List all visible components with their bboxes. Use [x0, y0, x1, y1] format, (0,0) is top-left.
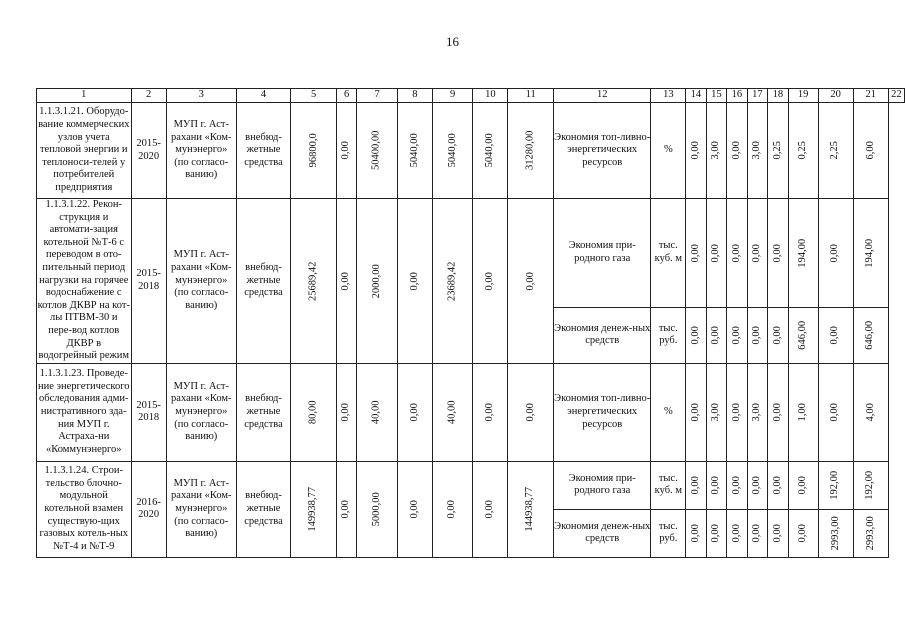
indicator-value-cell — [686, 461, 707, 509]
indicator-value: 0,00 — [751, 476, 763, 495]
indicator-unit-cell: % — [651, 103, 686, 199]
funding-value: 0,00 — [340, 271, 352, 291]
funding-value-cell — [357, 199, 397, 364]
funding-value: 25689,42 — [307, 261, 319, 301]
indicator-value: 0,00 — [771, 326, 783, 345]
table-row — [37, 461, 905, 509]
col-header: 5 — [291, 89, 337, 103]
funding-source-cell: внебюд-жетные средства — [236, 363, 290, 461]
funding-value: 5040,00 — [408, 133, 420, 168]
col-header: 16 — [727, 89, 748, 103]
indicator-value: 0,00 — [730, 524, 742, 543]
indicator-value-cell — [788, 308, 818, 364]
indicator-value: 3,00 — [751, 403, 763, 422]
indicator-value: 4,00 — [864, 403, 876, 422]
indicator-value: 0,00 — [751, 243, 763, 263]
indicator-value-cell — [768, 199, 789, 308]
indicator-unit-cell: тыс. куб. м — [651, 199, 686, 308]
indicator-value: 0,00 — [710, 524, 722, 543]
indicator-value: 0,00 — [689, 326, 701, 345]
indicator-value: 192,00 — [864, 470, 876, 500]
indicator-value-cell — [747, 509, 768, 557]
indicator-value: 1,00 — [796, 403, 808, 422]
funding-value-cell — [508, 461, 554, 557]
col-header: 11 — [508, 89, 554, 103]
col-header: 10 — [473, 89, 508, 103]
indicator-value-cell — [727, 308, 748, 364]
funding-value-cell — [432, 199, 472, 364]
indicator-value: 3,00 — [710, 403, 722, 422]
col-header: 8 — [397, 89, 432, 103]
indicator-value: 2993,00 — [829, 516, 841, 551]
funding-value: 23689,42 — [446, 261, 458, 301]
funding-value-cell — [473, 103, 508, 199]
indicator-value-cell — [747, 103, 768, 199]
funding-value: 40,00 — [446, 400, 458, 425]
indicator-value: 0,00 — [771, 403, 783, 422]
col-header: 17 — [747, 89, 768, 103]
measure-name-cell: 1.1.3.1.22. Рекон-струкция и автомати-зация котельной №Т-6 с переводом в ото-пительный период нагрузки на горячее водоснабжение с котлов ДКВР на кот-лы ПТВМ-30 и пере-вод котлов ДКВР в водогрейный режим — [37, 199, 132, 364]
indicator-unit-cell: % — [651, 363, 686, 461]
funding-value: 80,00 — [307, 400, 319, 425]
indicator-value: 0,00 — [730, 326, 742, 345]
indicator-value: 646,00 — [864, 320, 876, 350]
funding-value: 40,00 — [370, 400, 382, 425]
table-row — [37, 103, 905, 199]
indicator-value-cell — [727, 199, 748, 308]
col-header: 14 — [686, 89, 707, 103]
funding-value-cell — [291, 199, 337, 364]
indicator-value-cell — [818, 308, 853, 364]
funding-value: 2000,00 — [370, 263, 382, 298]
indicator-value: 0,00 — [730, 476, 742, 495]
indicator-value-cell — [768, 363, 789, 461]
indicator-value-cell — [768, 308, 789, 364]
funding-value: 0,00 — [408, 403, 420, 422]
indicator-value-cell — [706, 509, 727, 557]
funding-value-cell — [473, 363, 508, 461]
table-row — [37, 363, 905, 461]
funding-value: 0,00 — [524, 403, 536, 422]
header-row — [37, 89, 905, 103]
funding-value-cell — [508, 103, 554, 199]
indicator-label-cell: Экономия при-родного газа — [554, 461, 651, 509]
indicator-value-cell — [853, 103, 888, 199]
funding-value: 5040,00 — [446, 133, 458, 168]
indicator-value-cell — [706, 363, 727, 461]
indicator-label-cell: Экономия при-родного газа — [554, 199, 651, 308]
col-header: 20 — [818, 89, 853, 103]
indicator-value-cell — [686, 363, 707, 461]
indicator-value: 0,00 — [730, 243, 742, 263]
measure-name-cell: 1.1.3.1.21. Оборудо-вание коммерческих узлов учета тепловой энергии и теплоноси-телей у потребителей предприятия — [37, 103, 132, 199]
funding-value-cell — [291, 461, 337, 557]
indicator-value: 0,00 — [710, 326, 722, 345]
funding-value: 0,00 — [484, 500, 496, 519]
indicator-value-cell — [706, 199, 727, 308]
funding-value-cell — [473, 461, 508, 557]
funding-source-cell: внебюд-жетные средства — [236, 103, 290, 199]
funding-value-cell — [357, 461, 397, 557]
indicator-value: 0,00 — [710, 476, 722, 495]
indicator-value: 0,00 — [829, 243, 841, 263]
col-header: 12 — [554, 89, 651, 103]
measure-name-cell: 1.1.3.1.23. Проведе-ние энергетического обследования адми-нистративного зда-ния МУП г. Астраха-ни «Коммунэнерго» — [37, 363, 132, 461]
indicator-value-cell — [686, 509, 707, 557]
funding-value-cell — [357, 103, 397, 199]
funding-value: 0,00 — [484, 271, 496, 291]
col-header: 7 — [357, 89, 397, 103]
indicator-value: 0,00 — [689, 476, 701, 495]
col-header: 4 — [236, 89, 290, 103]
indicator-value: 6,00 — [864, 141, 876, 160]
col-header: 22 — [888, 89, 904, 103]
funding-value-cell — [432, 363, 472, 461]
indicator-value: 0,00 — [689, 243, 701, 263]
funding-value-cell — [397, 199, 432, 364]
indicator-label-cell: Экономия топ-ливно-энергетических ресурсов — [554, 363, 651, 461]
indicator-value: 0,00 — [829, 326, 841, 345]
indicator-value: 194,00 — [864, 238, 876, 268]
funding-value-cell — [432, 103, 472, 199]
indicator-value: 0,00 — [710, 243, 722, 263]
indicator-unit-cell: тыс. руб. — [651, 509, 686, 557]
funding-source-cell: внебюд-жетные средства — [236, 461, 290, 557]
executor-cell: МУП г. Аст-рахани «Ком-мунэнерго» (по согласо-ванию) — [166, 461, 236, 557]
indicator-value: 0,00 — [771, 524, 783, 543]
funding-value-cell — [291, 363, 337, 461]
indicator-label-cell: Экономия топ-ливно-энергетических ресурсов — [554, 103, 651, 199]
funding-value: 0,00 — [340, 403, 352, 422]
funding-value: 0,00 — [446, 500, 458, 519]
period-cell: 2016-2020 — [131, 461, 166, 557]
funding-value: 96800,0 — [307, 133, 319, 168]
indicator-value: 0,00 — [796, 524, 808, 543]
funding-value-cell — [357, 363, 397, 461]
period-cell: 2015-2018 — [131, 199, 166, 364]
table-row — [37, 199, 905, 308]
executor-cell: МУП г. Аст-рахани «Ком-мунэнерго» (по согласо-ванию) — [166, 199, 236, 364]
indicator-value: 3,00 — [710, 141, 722, 160]
indicator-value-cell — [686, 308, 707, 364]
funding-value-cell — [432, 461, 472, 557]
period-cell: 2015-2020 — [131, 103, 166, 199]
indicator-value: 0,00 — [796, 476, 808, 495]
executor-cell: МУП г. Аст-рахани «Ком-мунэнерго» (по согласо-ванию) — [166, 363, 236, 461]
measure-name-cell: 1.1.3.1.24. Строи-тельство блочно-модульной котельной взамен существую-щих газовых котель-ных №Т-4 и №Т-9 — [37, 461, 132, 557]
col-header: 19 — [788, 89, 818, 103]
funding-value-cell — [508, 199, 554, 364]
indicator-value-cell — [727, 509, 748, 557]
indicator-value-cell — [853, 509, 888, 557]
indicator-value: 0,00 — [829, 403, 841, 422]
col-header: 2 — [131, 89, 166, 103]
indicator-value: 0,00 — [771, 476, 783, 495]
indicator-value: 0,00 — [689, 141, 701, 160]
funding-value-cell — [336, 363, 357, 461]
indicator-value: 0,00 — [751, 524, 763, 543]
program-table — [36, 88, 905, 558]
indicator-value: 3,00 — [751, 141, 763, 160]
executor-cell: МУП г. Аст-рахани «Ком-мунэнерго» (по согласо-ванию) — [166, 103, 236, 199]
indicator-value-cell — [768, 509, 789, 557]
indicator-value-cell — [788, 509, 818, 557]
indicator-value-cell — [747, 363, 768, 461]
indicator-value: 0,00 — [689, 524, 701, 543]
funding-source-cell: внебюд-жетные средства — [236, 199, 290, 364]
indicator-value-cell — [853, 199, 888, 308]
indicator-value-cell — [706, 461, 727, 509]
indicator-value: 0,00 — [689, 403, 701, 422]
funding-value-cell — [397, 103, 432, 199]
indicator-value: 194,00 — [796, 238, 808, 268]
col-header: 6 — [336, 89, 357, 103]
col-header: 15 — [706, 89, 727, 103]
indicator-value-cell — [853, 363, 888, 461]
indicator-value-cell — [686, 103, 707, 199]
indicator-value-cell — [853, 308, 888, 364]
funding-value: 0,00 — [524, 271, 536, 291]
funding-value: 0,00 — [408, 500, 420, 519]
funding-value: 0,00 — [340, 141, 352, 160]
indicator-label-cell: Экономия денеж-ных средств — [554, 308, 651, 364]
funding-value-cell — [336, 199, 357, 364]
indicator-value: 0,25 — [771, 141, 783, 160]
indicator-value-cell — [706, 103, 727, 199]
funding-value: 50400,00 — [370, 130, 382, 171]
indicator-value-cell — [853, 461, 888, 509]
indicator-value-cell — [818, 199, 853, 308]
indicator-value: 0,25 — [796, 141, 808, 160]
funding-value-cell — [336, 461, 357, 557]
indicator-value-cell — [686, 199, 707, 308]
indicator-value: 0,00 — [751, 326, 763, 345]
indicator-value-cell — [818, 461, 853, 509]
indicator-value-cell — [768, 461, 789, 509]
indicator-value-cell — [706, 308, 727, 364]
indicator-value-cell — [727, 103, 748, 199]
indicator-value: 646,00 — [796, 320, 808, 350]
funding-value-cell — [397, 461, 432, 557]
funding-value-cell — [291, 103, 337, 199]
indicator-unit-cell: тыс. руб. — [651, 308, 686, 364]
funding-value-cell — [508, 363, 554, 461]
funding-value: 0,00 — [484, 403, 496, 422]
indicator-value: 0,00 — [771, 243, 783, 263]
col-header: 1 — [37, 89, 132, 103]
funding-value-cell — [473, 199, 508, 364]
indicator-value-cell — [788, 199, 818, 308]
indicator-value-cell — [727, 461, 748, 509]
period-cell: 2015-2018 — [131, 363, 166, 461]
col-header: 21 — [853, 89, 888, 103]
indicator-value-cell — [788, 461, 818, 509]
indicator-value-cell — [788, 103, 818, 199]
indicator-value-cell — [788, 363, 818, 461]
indicator-value: 2,25 — [829, 141, 841, 160]
funding-value: 31280,00 — [524, 130, 536, 171]
indicator-value-cell — [818, 363, 853, 461]
col-header: 13 — [651, 89, 686, 103]
col-header: 18 — [768, 89, 789, 103]
funding-value-cell — [397, 363, 432, 461]
funding-value: 0,00 — [340, 500, 352, 519]
indicator-unit-cell: тыс. куб. м — [651, 461, 686, 509]
indicator-value-cell — [747, 308, 768, 364]
page-number: 16 — [446, 34, 459, 49]
funding-value: 149938,77 — [307, 486, 319, 532]
indicator-value: 0,00 — [730, 141, 742, 160]
indicator-value-cell — [818, 103, 853, 199]
table-body — [37, 103, 905, 558]
col-header: 3 — [166, 89, 236, 103]
funding-value: 144938,77 — [524, 486, 536, 532]
indicator-value-cell — [747, 461, 768, 509]
indicator-value-cell — [768, 103, 789, 199]
col-header: 9 — [432, 89, 472, 103]
indicator-value-cell — [747, 199, 768, 308]
indicator-value-cell — [818, 509, 853, 557]
funding-value-cell — [336, 103, 357, 199]
funding-value: 5000,00 — [370, 492, 382, 527]
indicator-value: 192,00 — [829, 470, 841, 500]
funding-value: 0,00 — [408, 271, 420, 291]
indicator-value: 0,00 — [730, 403, 742, 422]
indicator-value-cell — [727, 363, 748, 461]
indicator-label-cell: Экономия денеж-ных средств — [554, 509, 651, 557]
indicator-value: 2993,00 — [864, 516, 876, 551]
funding-value: 5040,00 — [484, 133, 496, 168]
